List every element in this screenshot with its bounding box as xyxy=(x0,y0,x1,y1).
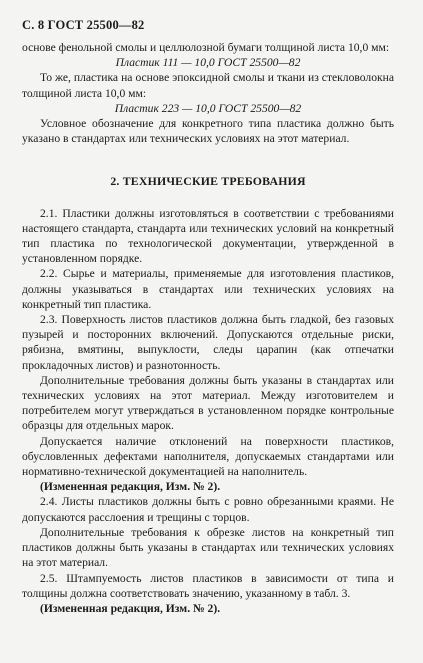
clause-2-1: 2.1. Пластики должны изготовляться в соответствии с требованиями настоящего стандарта, стандарта или технических условий на конкретный тип пластика по технологической документации, утвержденной в установленном порядке. xyxy=(22,206,394,266)
amendment-note-2: (Измененная редакция, Изм. № 2). xyxy=(40,601,221,615)
page-content xyxy=(22,40,394,616)
clause-2-2: 2.2. Сырье и материалы, применяемые для изготовления пластиков, должны указываться в стандартах или технических условиях на конкретный тип пластика. xyxy=(22,267,394,311)
clause-2-3-additional: Дополнительные требования должны быть указаны в стандартах или технических условиях на этот материал. Между изготовителем и потребителем могут утверждаться в установленном порядке контрольные образцы для отдельных марок. xyxy=(22,373,394,433)
section-title: 2. ТЕХНИЧЕСКИЕ ТРЕБОВАНИЯ xyxy=(110,174,306,189)
clause-2-3: 2.3. Поверхность листов пластиков должна быть гладкой, без газовых пузырей и посторонних включений. Допускаются отдельные риски, рябизна, вмятины, выпуклости, следы царапин (как отпечатки прокладочных листов) и разнотонность. xyxy=(22,313,394,372)
designation-example-2: Пластик 223 — 10,0 ГОСТ 25500—82 xyxy=(114,101,302,115)
designation-example-1: Пластик 111 — 10,0 ГОСТ 25500—82 xyxy=(115,56,301,70)
amendment-note-1: (Измененная редакция, Изм. № 2). xyxy=(40,480,221,494)
clause-2-3-allowance: Допускается наличие отклонений на поверхности пластиков, обусловленных дефектами наполнителя, допускаемых стандартами или нормативно-технической документацией на наполнитель. xyxy=(22,434,394,479)
page-header: С. 8 ГОСТ 25500—82 xyxy=(22,18,145,32)
clause-2-4-additional: Дополнительные требования к обрезке листов на конкретный тип пластиков должны быть указаны в стандартах или технических условиях на этот материал. xyxy=(22,525,394,570)
paragraph-same: То же, пластика на основе эпоксидной смолы и ткани из стекловолокна толщиной листа 10,0 мм: xyxy=(22,71,394,100)
clause-2-4: 2.4. Листы пластиков должны быть с ровно обрезанными краями. Не допускаются расслоения и трещины с торцов. xyxy=(22,495,394,524)
paragraph-intro-continuation: основе фенольной смолы и целлюлозной бумаги толщиной листа 10,0 мм: xyxy=(22,41,390,54)
clause-2-5: 2.5. Штампуемость листов пластиков в зависимости от типа и толщины должна соответствовать значению, указанному в табл. 3. xyxy=(22,571,394,600)
paragraph-designation: Условное обозначение для конкретного типа пластика должно быть указано в стандартах или технических условиях на этот материал. xyxy=(22,117,394,146)
